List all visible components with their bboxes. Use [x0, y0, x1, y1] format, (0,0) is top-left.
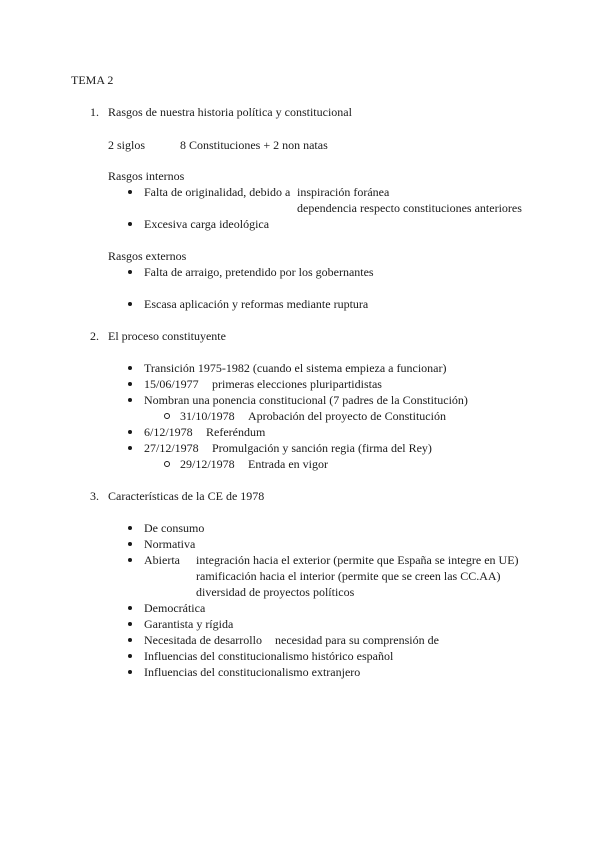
- sub-list-item: [180, 408, 235, 424]
- stats-right: 8 Constituciones + 2 non natas: [180, 138, 328, 152]
- cause-item: inspiración foránea: [297, 185, 390, 199]
- list-item: [144, 600, 205, 616]
- list-item: [144, 664, 360, 680]
- list-item: [144, 520, 204, 536]
- list-item: [144, 648, 393, 664]
- detail-line: ramificación hacia el interior (permite que se creen las CC.AA): [196, 569, 501, 583]
- list-item: [144, 440, 199, 456]
- section-3-heading: [90, 488, 264, 504]
- section-1-heading: [90, 104, 352, 120]
- section-heading-text: El proceso constituyente: [108, 329, 226, 343]
- list-item: [144, 616, 233, 632]
- list-item: [144, 296, 368, 312]
- section-number: 1.: [90, 105, 99, 119]
- list-item-text: Influencias del constitucionalismo histórico español: [144, 649, 394, 663]
- list-item-text: Democrática: [144, 601, 206, 615]
- event-desc: Entrada en vigor: [248, 457, 328, 471]
- external-traits-label: Rasgos externos: [108, 249, 187, 263]
- event-desc: Promulgación y sanción regia (firma del Rey): [212, 441, 432, 455]
- list-item: [144, 552, 180, 568]
- section-2-heading: [90, 328, 226, 344]
- list-item: [144, 536, 195, 552]
- list-item-text: Garantista y rígida: [144, 617, 234, 631]
- section-heading-text: Características de la CE de 1978: [108, 489, 265, 503]
- list-item-text: Abierta: [144, 553, 180, 567]
- list-item-text: Necesitada de desarrollo: [144, 633, 262, 647]
- list-item-text: Normativa: [144, 537, 196, 551]
- internal-traits-label: Rasgos internos: [108, 169, 185, 183]
- event-desc: Aprobación del proyecto de Constitución: [248, 409, 446, 423]
- section-heading-text: Rasgos de nuestra historia política y constitucional: [108, 105, 352, 119]
- sub-list-item: [180, 456, 235, 472]
- event-date: 27/12/1978: [144, 441, 199, 455]
- event-date: 6/12/1978: [144, 425, 193, 439]
- list-item: [144, 632, 262, 648]
- list-item-text: De consumo: [144, 521, 205, 535]
- detail-line: necesidad para su comprensión de: [275, 633, 439, 647]
- section-number: 3.: [90, 489, 99, 503]
- list-item: [144, 184, 290, 200]
- list-item: [144, 360, 446, 376]
- list-item-text: Nombran una ponencia constitucional (7 padres de la Constitución): [144, 393, 468, 407]
- list-item-text: Escasa aplicación y reformas mediante ruptura: [144, 297, 369, 311]
- list-item: [144, 216, 269, 232]
- event-desc: Referéndum: [206, 425, 266, 439]
- detail-line: integración hacia el exterior (permite que España se integre en UE): [196, 553, 519, 567]
- page-title: TEMA 2: [71, 73, 114, 87]
- list-item: [144, 376, 199, 392]
- event-date: 31/10/1978: [180, 409, 235, 423]
- list-item-text: Falta de arraigo, pretendido por los gobernantes: [144, 265, 374, 279]
- event-date: 15/06/1977: [144, 377, 199, 391]
- list-item: [144, 424, 193, 440]
- list-item-text: Transición 1975-1982 (cuando el sistema empieza a funcionar): [144, 361, 447, 375]
- list-item-text: Influencias del constitucionalismo extranjero: [144, 665, 361, 679]
- list-item-text: Falta de originalidad, debido a: [144, 185, 291, 199]
- section-number: 2.: [90, 329, 99, 343]
- stats-left: 2 siglos: [108, 138, 146, 152]
- list-item-text: Excesiva carga ideológica: [144, 217, 270, 231]
- list-item: [144, 264, 374, 280]
- cause-item: dependencia respecto constituciones anteriores: [297, 201, 522, 215]
- event-date: 29/12/1978: [180, 457, 235, 471]
- list-item: [144, 392, 468, 408]
- detail-line: diversidad de proyectos políticos: [196, 585, 355, 599]
- event-desc: primeras elecciones pluripartidistas: [212, 377, 382, 391]
